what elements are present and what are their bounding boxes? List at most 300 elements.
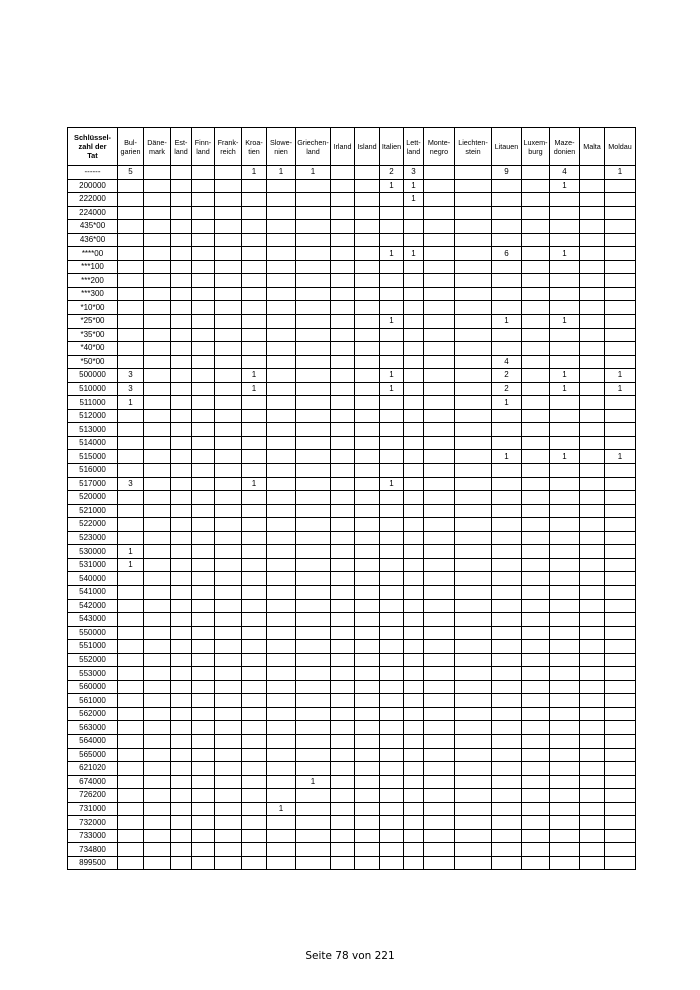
table-body: [68, 166, 636, 870]
table-cell: [455, 599, 492, 613]
table-cell: [492, 653, 522, 667]
table-cell: [522, 477, 550, 491]
table-cell: [355, 477, 380, 491]
table-cell: 1: [242, 166, 267, 180]
table-cell: [550, 572, 580, 586]
table-cell: [296, 734, 331, 748]
table-row: [68, 491, 636, 505]
table-cell: 1: [404, 247, 424, 261]
table-cell: [192, 856, 215, 870]
table-cell: [144, 166, 171, 180]
table-cell: [118, 734, 144, 748]
table-cell: [242, 748, 267, 762]
table-cell: [331, 572, 355, 586]
table-cell: [144, 464, 171, 478]
table-cell: [492, 409, 522, 423]
table-cell: [522, 734, 550, 748]
table-cell: [605, 762, 636, 776]
table-cell: [580, 504, 605, 518]
table-cell: [580, 342, 605, 356]
table-cell: [424, 220, 455, 234]
table-cell: [242, 734, 267, 748]
table-row: [68, 816, 636, 830]
table-cell: [296, 287, 331, 301]
row-key-cell: 523000: [68, 531, 118, 545]
table-cell: [522, 680, 550, 694]
table-cell: [296, 396, 331, 410]
table-cell: [215, 748, 242, 762]
table-cell: [192, 464, 215, 478]
table-cell: [331, 179, 355, 193]
table-cell: [171, 206, 192, 220]
table-cell: [118, 775, 144, 789]
table-cell: [215, 491, 242, 505]
table-cell: [380, 829, 404, 843]
table-cell: [380, 748, 404, 762]
table-cell: [550, 694, 580, 708]
table-cell: [144, 599, 171, 613]
table-cell: [215, 762, 242, 776]
table-cell: [380, 545, 404, 559]
table-row: [68, 721, 636, 735]
table-cell: [355, 193, 380, 207]
table-row: [68, 667, 636, 681]
table-cell: [492, 585, 522, 599]
table-cell: [192, 247, 215, 261]
table-cell: [424, 762, 455, 776]
table-cell: [296, 409, 331, 423]
table-cell: [424, 315, 455, 329]
table-cell: [580, 477, 605, 491]
row-key-cell: 222000: [68, 193, 118, 207]
table-cell: [118, 585, 144, 599]
table-cell: [492, 518, 522, 532]
table-cell: [215, 436, 242, 450]
table-cell: [355, 707, 380, 721]
table-cell: [522, 315, 550, 329]
table-cell: [192, 369, 215, 383]
table-cell: [580, 450, 605, 464]
table-cell: [171, 220, 192, 234]
table-cell: [522, 342, 550, 356]
table-cell: [550, 491, 580, 505]
table-cell: [455, 315, 492, 329]
table-cell: [242, 491, 267, 505]
table-cell: [144, 734, 171, 748]
column-header-country: Slowe- nien: [267, 128, 296, 166]
table-cell: [492, 423, 522, 437]
table-cell: [355, 545, 380, 559]
table-cell: [296, 531, 331, 545]
table-cell: [605, 477, 636, 491]
table-cell: 3: [118, 369, 144, 383]
table-cell: [267, 843, 296, 857]
table-cell: [331, 843, 355, 857]
table-cell: [380, 680, 404, 694]
table-cell: [171, 247, 192, 261]
table-cell: [380, 531, 404, 545]
table-cell: [404, 491, 424, 505]
table-cell: [331, 816, 355, 830]
table-row: [68, 450, 636, 464]
table-row: [68, 396, 636, 410]
table-cell: [144, 626, 171, 640]
table-cell: [455, 233, 492, 247]
table-cell: [331, 450, 355, 464]
table-cell: [492, 775, 522, 789]
table-cell: [522, 193, 550, 207]
table-cell: [455, 816, 492, 830]
table-cell: [171, 477, 192, 491]
table-row: [68, 423, 636, 437]
table-cell: [267, 721, 296, 735]
table-cell: [522, 260, 550, 274]
table-cell: [522, 856, 550, 870]
table-cell: 3: [404, 166, 424, 180]
table-cell: [580, 599, 605, 613]
row-key-cell: *35*00: [68, 328, 118, 342]
table-cell: [171, 409, 192, 423]
table-cell: 1: [380, 247, 404, 261]
table-cell: 1: [242, 382, 267, 396]
table-cell: [424, 802, 455, 816]
table-cell: [380, 734, 404, 748]
table-row: [68, 301, 636, 315]
table-cell: [171, 355, 192, 369]
table-cell: [296, 518, 331, 532]
table-cell: [118, 260, 144, 274]
table-cell: [192, 734, 215, 748]
table-cell: 4: [492, 355, 522, 369]
table-cell: [215, 856, 242, 870]
table-cell: [550, 734, 580, 748]
table-cell: [171, 193, 192, 207]
table-cell: [331, 694, 355, 708]
table-cell: [580, 816, 605, 830]
table-cell: [171, 260, 192, 274]
table-cell: [215, 531, 242, 545]
table-cell: [267, 409, 296, 423]
row-key-cell: 731000: [68, 802, 118, 816]
table-cell: [118, 531, 144, 545]
table-cell: [522, 206, 550, 220]
table-cell: [331, 477, 355, 491]
table-cell: [144, 613, 171, 627]
table-cell: [404, 613, 424, 627]
table-cell: [492, 762, 522, 776]
table-row: [68, 409, 636, 423]
table-cell: [331, 545, 355, 559]
table-cell: [171, 843, 192, 857]
table-cell: [267, 694, 296, 708]
table-cell: [331, 382, 355, 396]
table-cell: [171, 382, 192, 396]
table-cell: [404, 518, 424, 532]
table-cell: [355, 626, 380, 640]
table-cell: [522, 409, 550, 423]
table-cell: [455, 707, 492, 721]
table-cell: [380, 504, 404, 518]
table-cell: [144, 342, 171, 356]
table-cell: [605, 179, 636, 193]
table-cell: [380, 572, 404, 586]
table-cell: [522, 328, 550, 342]
table-cell: [605, 464, 636, 478]
table-row: [68, 843, 636, 857]
table-cell: [118, 762, 144, 776]
table-cell: [171, 829, 192, 843]
row-key-cell: 512000: [68, 409, 118, 423]
table-cell: [404, 572, 424, 586]
column-header-country: Bul- garien: [118, 128, 144, 166]
table-row: [68, 464, 636, 478]
table-cell: [267, 369, 296, 383]
table-cell: [118, 613, 144, 627]
table-cell: [550, 585, 580, 599]
table-cell: [331, 409, 355, 423]
table-cell: 1: [242, 477, 267, 491]
table-cell: [492, 220, 522, 234]
table-cell: [296, 626, 331, 640]
table-cell: [242, 193, 267, 207]
table-cell: [522, 775, 550, 789]
table-cell: [380, 613, 404, 627]
table-cell: 9: [492, 166, 522, 180]
table-cell: [355, 382, 380, 396]
table-row: [68, 287, 636, 301]
row-key-cell: 200000: [68, 179, 118, 193]
table-cell: [192, 748, 215, 762]
table-cell: [118, 409, 144, 423]
table-cell: [144, 531, 171, 545]
table-cell: [331, 166, 355, 180]
table-cell: [424, 382, 455, 396]
table-cell: [424, 247, 455, 261]
row-key-cell: *10*00: [68, 301, 118, 315]
row-key-cell: *50*00: [68, 355, 118, 369]
table-cell: [171, 653, 192, 667]
table-cell: [144, 247, 171, 261]
table-cell: [455, 626, 492, 640]
table-cell: [242, 233, 267, 247]
table-cell: [522, 585, 550, 599]
table-cell: [404, 558, 424, 572]
table-cell: 1: [380, 382, 404, 396]
table-cell: [424, 680, 455, 694]
table-cell: [215, 464, 242, 478]
row-key-cell: 565000: [68, 748, 118, 762]
table-cell: [118, 748, 144, 762]
table-cell: [424, 585, 455, 599]
table-cell: [242, 301, 267, 315]
table-cell: [144, 775, 171, 789]
table-cell: [404, 775, 424, 789]
table-cell: [171, 328, 192, 342]
table-cell: [522, 667, 550, 681]
table-cell: [118, 640, 144, 654]
table-cell: [267, 193, 296, 207]
table-cell: [215, 369, 242, 383]
table-cell: [267, 748, 296, 762]
table-cell: [267, 477, 296, 491]
table-cell: [331, 856, 355, 870]
table-cell: [522, 558, 550, 572]
row-key-cell: ------: [68, 166, 118, 180]
table-cell: [267, 396, 296, 410]
table-cell: [492, 856, 522, 870]
table-cell: [242, 829, 267, 843]
table-cell: [144, 802, 171, 816]
table-cell: [522, 748, 550, 762]
table-cell: [331, 734, 355, 748]
table-cell: [171, 166, 192, 180]
row-key-cell: 530000: [68, 545, 118, 559]
table-cell: [192, 301, 215, 315]
table-cell: [144, 328, 171, 342]
table-cell: [215, 816, 242, 830]
table-cell: [215, 477, 242, 491]
table-cell: [522, 450, 550, 464]
table-cell: [242, 247, 267, 261]
row-key-cell: 553000: [68, 667, 118, 681]
table-cell: 1: [492, 315, 522, 329]
table-cell: [331, 287, 355, 301]
table-cell: [404, 382, 424, 396]
table-cell: [355, 518, 380, 532]
table-cell: [522, 274, 550, 288]
table-cell: [215, 247, 242, 261]
table-cell: [267, 789, 296, 803]
table-cell: [296, 680, 331, 694]
table-cell: [424, 545, 455, 559]
table-cell: [404, 626, 424, 640]
table-cell: [404, 762, 424, 776]
table-cell: [355, 287, 380, 301]
table-cell: [192, 558, 215, 572]
table-cell: [580, 721, 605, 735]
table-cell: [380, 206, 404, 220]
table-cell: [355, 301, 380, 315]
table-cell: [492, 545, 522, 559]
table-cell: [267, 680, 296, 694]
table-cell: [267, 436, 296, 450]
table-row: [68, 572, 636, 586]
table-cell: [331, 206, 355, 220]
table-cell: [580, 558, 605, 572]
table-cell: [492, 342, 522, 356]
table-cell: [296, 558, 331, 572]
table-cell: [380, 342, 404, 356]
table-cell: 2: [492, 382, 522, 396]
table-cell: [118, 802, 144, 816]
table-cell: [296, 721, 331, 735]
row-key-cell: 543000: [68, 613, 118, 627]
column-header-country: Malta: [580, 128, 605, 166]
table-cell: [404, 843, 424, 857]
table-cell: 2: [380, 166, 404, 180]
table-cell: [455, 436, 492, 450]
table-cell: [192, 450, 215, 464]
table-cell: [605, 748, 636, 762]
table-cell: [118, 856, 144, 870]
table-cell: [605, 640, 636, 654]
table-cell: [605, 436, 636, 450]
table-cell: [424, 667, 455, 681]
table-cell: [380, 274, 404, 288]
row-key-cell: 562000: [68, 707, 118, 721]
table-cell: [522, 599, 550, 613]
table-cell: [215, 599, 242, 613]
table-cell: [144, 450, 171, 464]
table-cell: [424, 789, 455, 803]
table-cell: [424, 816, 455, 830]
table-cell: [455, 477, 492, 491]
table-cell: [144, 680, 171, 694]
table-cell: [580, 789, 605, 803]
table-cell: [522, 355, 550, 369]
table-cell: [331, 653, 355, 667]
table-cell: [296, 613, 331, 627]
table-cell: [580, 287, 605, 301]
table-row: [68, 382, 636, 396]
table-cell: [580, 762, 605, 776]
table-cell: [522, 545, 550, 559]
table-cell: [455, 166, 492, 180]
table-cell: [296, 436, 331, 450]
table-cell: [215, 504, 242, 518]
table-row: [68, 640, 636, 654]
table-cell: [455, 328, 492, 342]
page-footer: Seite 78 von 221: [305, 950, 395, 962]
table-cell: [522, 531, 550, 545]
table-cell: [296, 206, 331, 220]
table-cell: [296, 707, 331, 721]
table-cell: [144, 856, 171, 870]
table-cell: [455, 220, 492, 234]
table-cell: [355, 342, 380, 356]
row-key-cell: ***300: [68, 287, 118, 301]
table-cell: [522, 613, 550, 627]
table-cell: 1: [380, 369, 404, 383]
table-cell: [492, 491, 522, 505]
table-cell: [455, 396, 492, 410]
table-cell: [171, 572, 192, 586]
table-cell: [192, 707, 215, 721]
table-cell: 1: [605, 450, 636, 464]
table-cell: [404, 315, 424, 329]
table-cell: [605, 734, 636, 748]
table-cell: [580, 396, 605, 410]
table-cell: [331, 599, 355, 613]
table-cell: [144, 477, 171, 491]
table-cell: [192, 287, 215, 301]
row-key-cell: 540000: [68, 572, 118, 586]
table-cell: 1: [404, 193, 424, 207]
table-cell: [404, 531, 424, 545]
table-cell: [144, 315, 171, 329]
table-cell: [171, 504, 192, 518]
table-cell: [455, 721, 492, 735]
table-cell: [331, 762, 355, 776]
table-cell: [171, 721, 192, 735]
table-cell: [355, 409, 380, 423]
table-cell: [192, 762, 215, 776]
table-cell: [424, 342, 455, 356]
table-cell: [192, 206, 215, 220]
table-cell: [580, 206, 605, 220]
table-cell: [296, 274, 331, 288]
table-cell: [455, 179, 492, 193]
